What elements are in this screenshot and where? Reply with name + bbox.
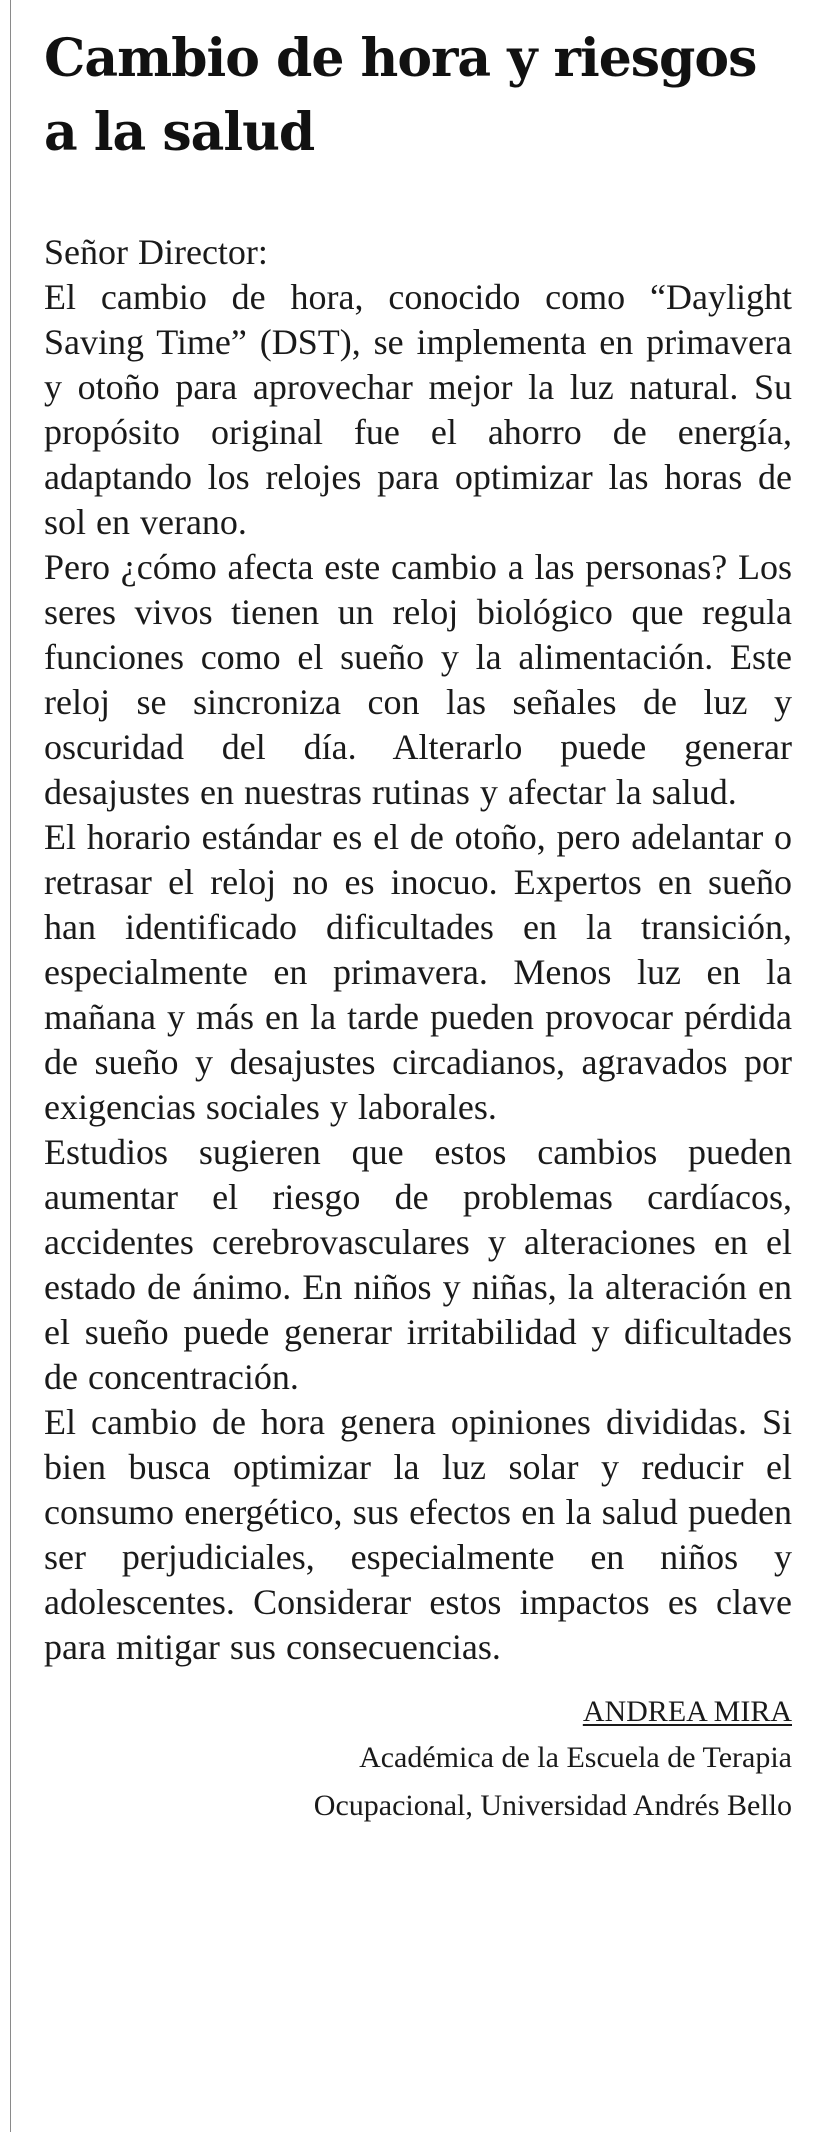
paragraph-5: El cambio de hora genera opiniones divididas. Si bien busca optimizar la luz solar y reducir el consumo energético, sus efectos en la salud pueden ser perjudiciales, especialmente en niños y adolescentes. Considerar estos impactos es clave para mitigar sus consecuencias. bbox=[44, 1402, 792, 1667]
paragraph-3: El horario estándar es el de otoño, pero adelantar o retrasar el reloj no es inocuo. Expertos en sueño han identificado dificultades en la transición, especialmente en primavera. Menos luz en la mañana y más en la tarde pueden provocar pérdida de sueño y desajustes circadianos, agravados por exigencias sociales y laborales. bbox=[44, 817, 792, 1127]
column-rule bbox=[10, 0, 11, 2132]
author-signature bbox=[44, 1692, 792, 1828]
author-name: ANDREA MIRA bbox=[582, 1695, 792, 1728]
paragraph-1: El cambio de hora, conocido como “Daylight Saving Time” (DST), se implementa en primavera y otoño para aprovechar mejor la luz natural. Su propósito original fue el ahorro de energía, adaptando los relojes para optimizar las horas de sol en verano. bbox=[44, 277, 792, 542]
author-role-line-1: Académica de la Escuela de Terapia bbox=[359, 1741, 792, 1774]
paragraph-2: Pero ¿cómo afecta este cambio a las personas? Los seres vivos tienen un reloj biológico que regula funciones como el sueño y la alimentación. Este reloj se sincroniza con las señales de luz y oscuridad del día. Alterarlo puede generar desajustes en nuestras rutinas y afectar la salud. bbox=[44, 547, 792, 812]
salutation: Señor Director: bbox=[44, 232, 268, 272]
letter-article bbox=[44, 22, 792, 1828]
article-body bbox=[44, 230, 792, 1670]
author-role-line-2: Ocupacional, Universidad Andrés Bello bbox=[313, 1789, 792, 1822]
article-title: Cambio de hora y riesgos a la salud bbox=[44, 28, 757, 163]
paragraph-4: Estudios sugieren que estos cambios pueden aumentar el riesgo de problemas cardíacos, accidentes cerebrovasculares y alteraciones en el estado de ánimo. En niños y niñas, la alteración en el sueño puede generar irritabilidad y dificultades de concentración. bbox=[44, 1132, 792, 1397]
